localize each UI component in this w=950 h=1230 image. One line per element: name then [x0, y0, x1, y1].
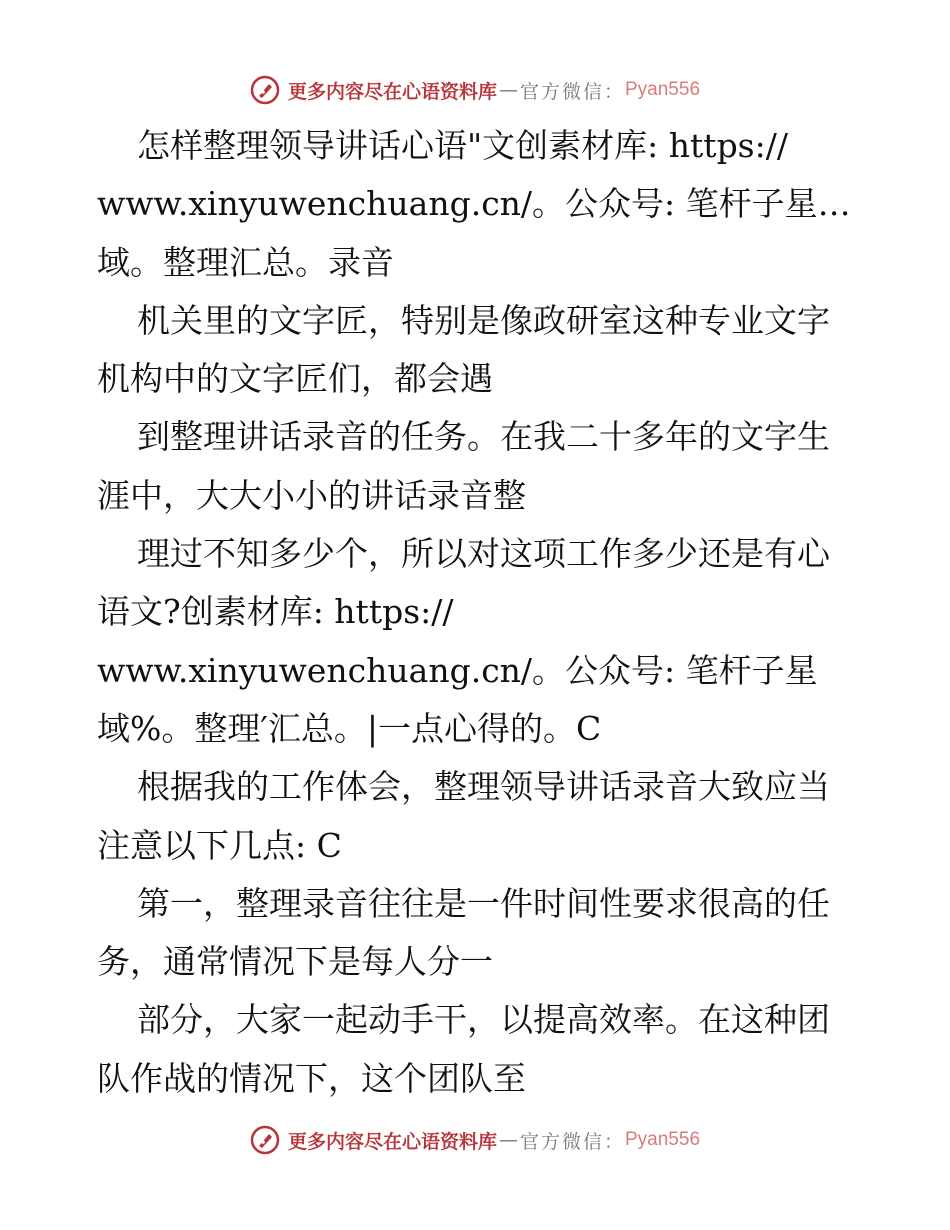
text-line: 语文?创素材库: https:// — [97, 592, 454, 632]
banner-wechat-id: Pyan556 — [625, 79, 701, 100]
banner-main-text: 更多内容尽在心语资料库 — [287, 80, 497, 103]
pen-nib-circle-icon — [250, 75, 280, 105]
banner-wechat-label: 官方微信： — [519, 1130, 625, 1153]
banner-dash: — — [498, 79, 518, 101]
text-line: 务，通常情况下是每人分一 — [97, 942, 493, 982]
text-line: 注意以下几点: C — [97, 825, 342, 865]
text-line: 根据我的工作体会，整理领导讲话录音大致应当 — [137, 767, 830, 807]
banner-main-text: 更多内容尽在心语资料库 — [287, 1130, 497, 1153]
text-line: 队作战的情况下，这个团队至 — [97, 1058, 526, 1098]
text-line: 域。整理汇总。录音 — [97, 242, 394, 282]
banner-dash: — — [498, 1129, 518, 1151]
text-line: www.xinyuwenchuang.cn/。公众号: 笔杆子星… — [97, 184, 851, 224]
text-line: 理过不知多少个，所以对这项工作多少还是有心 — [137, 534, 830, 574]
text-line: 机关里的文字匠，特别是像政研室这种专业文字 — [137, 300, 830, 340]
text-line: 机构中的文字匠们，都会遇 — [97, 359, 493, 399]
text-line: 到整理讲话录音的任务。在我二十多年的文字生 — [137, 417, 830, 457]
banner-wechat-id: Pyan556 — [625, 1129, 701, 1150]
text-line: 涯中，大大小小的讲话录音整 — [97, 475, 526, 515]
pen-nib-circle-icon — [250, 1125, 280, 1155]
text-line: 域%。整理′汇总。|一点心得的。C — [97, 708, 602, 748]
text-line: 怎样整理领导讲话心语"文创素材库: https:// — [137, 126, 788, 165]
text-line: www.xinyuwenchuang.cn/。公众号: 笔杆子星 — [97, 650, 818, 690]
header-banner — [0, 70, 950, 110]
text-line: 第一，整理录音往往是一件时间性要求很高的任 — [137, 883, 830, 923]
banner-wechat-label: 官方微信： — [519, 80, 625, 103]
text-line: 部分，大家一起动手干，以提高效率。在这种团 — [137, 1000, 830, 1040]
body-text — [97, 117, 857, 1108]
footer-banner — [0, 1120, 950, 1160]
